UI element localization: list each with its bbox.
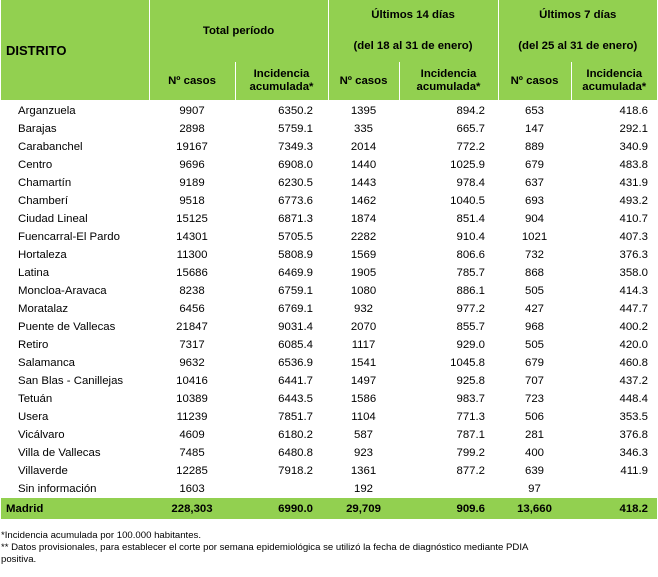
cases-7-days: 281 xyxy=(525,429,545,441)
total-cases: 4609 xyxy=(179,429,205,441)
table-row xyxy=(1,426,657,444)
district-name: Centro xyxy=(18,159,53,171)
incidence-7-days: 376.8 xyxy=(619,429,649,441)
incidence-14-days: 787.1 xyxy=(456,429,486,441)
cases-14-days: 192 xyxy=(354,483,374,495)
total-incidence: 6180.2 xyxy=(278,429,314,441)
incidence-7-days xyxy=(571,480,657,498)
table-row xyxy=(1,462,657,480)
cases-7-days: 968 xyxy=(525,321,545,333)
cases-14-days: 1905 xyxy=(350,267,377,279)
cases-14-days: 1874 xyxy=(350,213,377,225)
total-incidence: 6871.3 xyxy=(278,213,314,225)
cases-14-days: 2282 xyxy=(350,231,377,243)
total-incidence: 6441.7 xyxy=(278,375,314,387)
cases-14-days: 1462 xyxy=(350,195,377,207)
table-row xyxy=(1,372,657,390)
cases-7-days: 506 xyxy=(525,411,545,423)
cases-14-days: 2014 xyxy=(350,141,377,153)
footnote-provisional-cont: positiva. xyxy=(1,554,37,565)
district-name: Arganzuela xyxy=(18,105,76,117)
table-row xyxy=(1,300,657,318)
incidence-7-days: 483.8 xyxy=(619,159,649,171)
cases-7-days: 732 xyxy=(525,249,545,261)
total-incidence: 5808.9 xyxy=(278,249,314,261)
incidence-7-days: 437.2 xyxy=(619,375,649,387)
table-row xyxy=(1,156,657,174)
incidence-7-days: 346.3 xyxy=(619,447,649,459)
cases-7-days: 639 xyxy=(525,465,545,477)
district-name: Sin información xyxy=(18,483,97,495)
incidence-14-days xyxy=(399,480,498,498)
table-row xyxy=(1,246,657,264)
cases-14-days: 1497 xyxy=(350,375,377,387)
cases-header: Nº casos xyxy=(498,62,571,100)
incidence-7-days: 414.3 xyxy=(619,285,649,297)
table-row xyxy=(1,480,657,498)
table-row xyxy=(1,264,657,282)
cases-14-days: 1541 xyxy=(350,357,377,369)
total-incidence: 6759.1 xyxy=(278,285,314,297)
total-incidence: 7349.3 xyxy=(278,141,314,153)
total-incidence: 6990.0 xyxy=(235,498,328,519)
table-row xyxy=(1,318,657,336)
incidence-14-days: 983.7 xyxy=(456,393,486,405)
cases-header: Nº casos xyxy=(328,62,399,100)
total-cases: 19167 xyxy=(176,141,208,153)
total-incidence: 6536.9 xyxy=(278,357,314,369)
district-header: DISTRITO xyxy=(1,0,149,100)
total-cases: 9907 xyxy=(179,105,205,117)
district-name: Ciudad Lineal xyxy=(18,213,88,225)
incidence-14-days: 978.4 xyxy=(456,177,486,189)
cases-14-days: 2070 xyxy=(350,321,377,333)
cases-14-days: 1080 xyxy=(350,285,377,297)
cases-7-days: 427 xyxy=(525,303,545,315)
district-name: Puente de Vallecas xyxy=(18,321,116,333)
cases-7-days: 707 xyxy=(525,375,545,387)
incidence-header: Incidencia acumulada* xyxy=(399,62,498,100)
total-cases: 10416 xyxy=(176,375,208,387)
district-name: Carabanchel xyxy=(18,141,83,153)
table-row xyxy=(1,444,657,462)
total-cases: 11300 xyxy=(176,249,208,261)
table-row xyxy=(1,210,657,228)
incidence-7-days: 411.9 xyxy=(620,465,649,477)
cases-7-days: 653 xyxy=(525,105,545,117)
district-name: Barajas xyxy=(18,123,57,135)
incidence-14-days: 929.0 xyxy=(456,339,486,351)
incidence-7-days: 340.9 xyxy=(619,141,649,153)
last-14-days-header: Últimos 14 días xyxy=(328,0,498,30)
incidence-14-days: 665.7 xyxy=(456,123,486,135)
total-incidence: 6773.6 xyxy=(278,195,314,207)
incidence-14-days: 925.8 xyxy=(456,375,486,387)
incidence-7-days: 448.4 xyxy=(619,393,649,405)
district-name: Retiro xyxy=(18,339,49,351)
incidence-7-days: 420.0 xyxy=(619,339,649,351)
table-body xyxy=(1,100,657,498)
total-cases: 9696 xyxy=(179,159,205,171)
incidence-7-days: 447.7 xyxy=(619,303,649,315)
total-incidence: 6230.5 xyxy=(278,177,314,189)
incidence-7-days: 376.3 xyxy=(619,249,649,261)
total-cases: 8238 xyxy=(179,285,205,297)
cases-14-days: 1395 xyxy=(350,105,377,117)
total-period-header: Total período xyxy=(149,0,328,62)
incidence-table xyxy=(1,0,657,519)
district-name: Madrid xyxy=(1,498,149,519)
cases-7-days: 904 xyxy=(525,213,545,225)
incidence-7-days: 418.6 xyxy=(619,105,649,117)
total-incidence: 6443.5 xyxy=(278,393,314,405)
cases-header: Nº casos xyxy=(149,62,235,100)
incidence-7-days: 353.5 xyxy=(619,411,649,423)
total-incidence: 6480.8 xyxy=(278,447,314,459)
cases-14-days: 923 xyxy=(354,447,374,459)
district-name: Vicálvaro xyxy=(18,429,65,441)
incidence-14-days: 877.2 xyxy=(456,465,486,477)
cases-14-days: 335 xyxy=(354,123,374,135)
district-name: Salamanca xyxy=(18,357,75,369)
last-7-days-header: Últimos 7 días xyxy=(498,0,657,30)
cases-7-days: 868 xyxy=(525,267,545,279)
total-cases: 1603 xyxy=(179,483,205,495)
incidence-7-days: 358.0 xyxy=(619,267,649,279)
cases-14-days: 932 xyxy=(354,303,374,315)
footnotes xyxy=(1,530,528,566)
incidence-14-days: 894.2 xyxy=(456,105,486,117)
table-row xyxy=(1,354,657,372)
district-name: Hortaleza xyxy=(18,249,67,261)
incidence-14-days: 772.2 xyxy=(456,141,486,153)
incidence-14-days: 806.6 xyxy=(456,249,486,261)
table-row xyxy=(1,120,657,138)
incidence-14-days: 851.4 xyxy=(456,213,486,225)
incidence-14-days: 910.4 xyxy=(456,231,486,243)
total-cases: 6456 xyxy=(179,303,205,315)
total-cases: 21847 xyxy=(176,321,208,333)
cases-7-days: 505 xyxy=(525,285,545,297)
total-cases: 9518 xyxy=(179,195,205,207)
incidence-14-days: 909.6 xyxy=(399,498,498,519)
district-name: Latina xyxy=(18,267,50,279)
table-row xyxy=(1,100,657,120)
incidence-14-days: 1045.8 xyxy=(450,357,486,369)
table-row xyxy=(1,174,657,192)
cases-7-days: 400 xyxy=(525,447,545,459)
cases-14-days: 1117 xyxy=(351,339,376,351)
total-cases: 10389 xyxy=(176,393,208,405)
total-row xyxy=(1,498,657,519)
table-row xyxy=(1,390,657,408)
table-row xyxy=(1,228,657,246)
cases-14-days: 1443 xyxy=(350,177,377,189)
total-cases: 14301 xyxy=(176,231,208,243)
incidence-7-days: 292.1 xyxy=(619,123,649,135)
total-cases: 9189 xyxy=(179,177,205,189)
incidence-7-days: 407.3 xyxy=(619,231,649,243)
cases-7-days: 505 xyxy=(525,339,545,351)
cases-14-days: 1104 xyxy=(351,411,376,423)
district-name: Villaverde xyxy=(18,465,68,477)
cases-7-days: 679 xyxy=(525,357,545,369)
cases-7-days: 679 xyxy=(525,159,545,171)
footnote-incidence: *Incidencia acumulada por 100.000 habitantes. xyxy=(1,530,202,541)
total-incidence: 6350.2 xyxy=(278,105,314,117)
total-cases: 7317 xyxy=(179,339,205,351)
total-cases: 15686 xyxy=(176,267,208,279)
district-name: Tetuán xyxy=(18,393,53,405)
incidence-7-days: 418.2 xyxy=(571,498,657,519)
incidence-header: Incidencia acumulada* xyxy=(571,62,657,100)
district-name: San Blas - Canillejas xyxy=(18,375,124,387)
table-row xyxy=(1,138,657,156)
total-incidence: 9031.4 xyxy=(278,321,314,333)
incidence-7-days: 493.2 xyxy=(619,195,649,207)
cases-14-days: 587 xyxy=(354,429,374,441)
total-incidence: 6908.0 xyxy=(278,159,314,171)
total-cases: 15125 xyxy=(176,213,208,225)
total-incidence: 6085.4 xyxy=(278,339,314,351)
footnote-provisional: ** Datos provisionales, para establecer el corte por semana epidemiológica se utilizó la fecha de diagnóstico mediante PDIA xyxy=(1,542,529,553)
total-incidence: 5759.1 xyxy=(278,123,314,135)
total-incidence: 5705.5 xyxy=(278,231,314,243)
total-incidence: 7851.7 xyxy=(278,411,314,423)
incidence-14-days: 771.3 xyxy=(456,411,486,423)
district-name: Moncloa-Aravaca xyxy=(18,285,107,297)
total-cases: 9632 xyxy=(179,357,205,369)
total-cases: 228,303 xyxy=(149,498,235,519)
cases-7-days: 889 xyxy=(525,141,545,153)
incidence-14-days: 799.2 xyxy=(456,447,486,459)
cases-14-days: 1569 xyxy=(350,249,377,261)
table-row xyxy=(1,336,657,354)
table-row xyxy=(1,408,657,426)
cases-7-days: 13,660 xyxy=(498,498,571,519)
cases-14-days: 1361 xyxy=(350,465,377,477)
incidence-14-days: 1025.9 xyxy=(450,159,486,171)
cases-7-days: 147 xyxy=(525,123,545,135)
incidence-7-days: 410.7 xyxy=(619,213,649,225)
district-name: Chamberí xyxy=(18,195,69,207)
incidence-7-days: 460.8 xyxy=(619,357,649,369)
cases-7-days: 693 xyxy=(525,195,545,207)
total-incidence: 6469.9 xyxy=(278,267,314,279)
cases-7-days: 723 xyxy=(525,393,545,405)
total-cases: 11239 xyxy=(176,411,208,423)
total-incidence: 7918.2 xyxy=(278,465,314,477)
cases-7-days: 1021 xyxy=(521,231,548,243)
total-incidence xyxy=(235,480,328,498)
incidence-14-days: 855.7 xyxy=(456,321,486,333)
incidence-7-days: 431.9 xyxy=(619,177,649,189)
table-row xyxy=(1,282,657,300)
cases-14-days: 1440 xyxy=(350,159,377,171)
district-name: Villa de Vallecas xyxy=(18,447,101,459)
incidence-header: Incidencia acumulada* xyxy=(235,62,328,100)
incidence-14-days: 1040.5 xyxy=(450,195,486,207)
district-name: Moratalaz xyxy=(18,303,69,315)
incidence-14-days: 977.2 xyxy=(456,303,486,315)
table-row xyxy=(1,192,657,210)
cases-7-days: 637 xyxy=(525,177,545,189)
total-cases: 2898 xyxy=(179,123,205,135)
cases-7-days: 97 xyxy=(528,483,541,495)
district-name: Chamartín xyxy=(18,177,72,189)
incidence-7-days: 400.2 xyxy=(619,321,649,333)
district-name: Fuencarral-El Pardo xyxy=(18,231,120,243)
cases-14-days: 1586 xyxy=(350,393,377,405)
district-name: Usera xyxy=(18,411,49,423)
total-incidence: 6769.1 xyxy=(278,303,314,315)
total-cases: 12285 xyxy=(176,465,208,477)
incidence-14-days: 785.7 xyxy=(456,267,486,279)
last-7-days-range: (del 25 al 31 de enero) xyxy=(498,30,657,62)
total-cases: 7485 xyxy=(179,447,205,459)
last-14-days-range: (del 18 al 31 de enero) xyxy=(328,30,498,62)
cases-14-days: 29,709 xyxy=(328,498,399,519)
incidence-14-days: 886.1 xyxy=(456,285,486,297)
